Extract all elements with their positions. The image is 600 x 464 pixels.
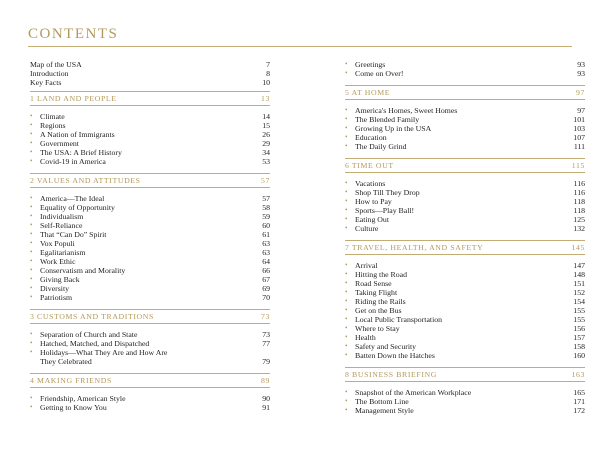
toc-page-number: 26 [262, 130, 270, 139]
toc-entry[interactable] [30, 203, 270, 212]
toc-page-number: 93 [577, 69, 585, 78]
toc-entry[interactable] [30, 339, 270, 348]
toc-entry-title: • America's Homes, Sweet Homes [355, 106, 457, 115]
toc-entry[interactable] [345, 106, 585, 115]
toc-page-number: 118 [573, 197, 585, 206]
toc-page-number: 116 [573, 179, 585, 188]
toc-page-number: 73 [261, 312, 270, 321]
toc-page-number: 118 [573, 206, 585, 215]
toc-left-column [30, 60, 270, 412]
toc-entry-title: • America—The Ideal [40, 194, 104, 203]
toc-front-entry[interactable] [30, 60, 270, 69]
toc-entry-title: • Riding the Rails [355, 297, 406, 306]
toc-page-number: 147 [573, 261, 585, 270]
toc-page-number: 156 [573, 324, 585, 333]
toc-page-number: 8 [266, 69, 270, 78]
toc-entry[interactable] [30, 293, 270, 302]
toc-entry-title: • Giving Back [40, 275, 80, 284]
toc-entry-title: • The USA: A Brief History [40, 148, 122, 157]
toc-entry-title: • Shop Till They Drop [355, 188, 420, 197]
toc-entry-title: • That “Can Do” Spirit [40, 230, 106, 239]
toc-page-number: 77 [262, 339, 270, 348]
toc-entry[interactable] [30, 394, 270, 403]
toc-front-entry[interactable] [30, 78, 270, 87]
toc-entry[interactable] [345, 69, 585, 78]
toc-page-number: 53 [262, 157, 270, 166]
toc-entry-title: 7 TRAVEL, HEALTH, AND SAFETY [345, 243, 484, 252]
toc-page-number: 57 [262, 194, 270, 203]
toc-entry-title: • A Nation of Immigrants [40, 130, 115, 139]
toc-entry-title: 5 AT HOME [345, 88, 391, 97]
toc-entry[interactable] [30, 194, 270, 203]
toc-entry[interactable] [30, 330, 270, 339]
toc-entry[interactable] [30, 403, 270, 412]
toc-entry[interactable] [345, 333, 585, 342]
toc-page-number: 59 [262, 212, 270, 221]
toc-entry[interactable] [345, 115, 585, 124]
toc-entry-title: • Health [355, 333, 376, 342]
toc-entry[interactable] [30, 148, 270, 157]
toc-entry[interactable] [345, 288, 585, 297]
toc-page-number: 67 [262, 275, 270, 284]
toc-entry-title: • Eating Out [355, 215, 389, 224]
toc-page-number: 152 [573, 288, 585, 297]
toc-page-number: 116 [573, 188, 585, 197]
toc-section-heading[interactable] [345, 85, 585, 100]
toc-entry-title: • Egalitarianism [40, 248, 85, 257]
toc-entry-title: • Vox Populi [40, 239, 75, 248]
toc-page-number: 66 [262, 266, 270, 275]
toc-entry[interactable] [345, 142, 585, 151]
toc-page-number: 155 [573, 315, 585, 324]
toc-page-number: 93 [577, 60, 585, 69]
toc-entry[interactable] [30, 239, 270, 248]
toc-page-number: 29 [262, 139, 270, 148]
toc-entry[interactable] [345, 224, 585, 233]
toc-entry-title: • Government [40, 139, 79, 148]
toc-entry[interactable] [345, 315, 585, 324]
toc-page-number: 90 [262, 394, 270, 403]
toc-page-number: 69 [262, 284, 270, 293]
toc-page-number: 70 [262, 293, 270, 302]
toc-entry-title: 1 LAND AND PEOPLE [30, 94, 117, 103]
toc-entry[interactable] [345, 215, 585, 224]
toc-page-number: 14 [262, 112, 270, 121]
toc-entry-title: Introduction [30, 69, 69, 78]
toc-entry-title: • How to Pay [355, 197, 392, 206]
toc-entry-title: • Vacations [355, 179, 385, 188]
toc-entry-title: • The Bottom Line [355, 397, 409, 406]
toc-entry-title: • Arrival [355, 261, 378, 270]
toc-page-number: 171 [573, 397, 585, 406]
toc-entry-title: • Road Sense [355, 279, 392, 288]
toc-page-number: 111 [573, 142, 585, 151]
toc-page-number: 79 [262, 357, 270, 366]
toc-section-heading[interactable] [30, 309, 270, 324]
toc-entry-title: • Education [355, 133, 387, 142]
toc-entry[interactable] [30, 266, 270, 275]
toc-page-number: 10 [262, 78, 270, 87]
toc-page-number: 64 [262, 257, 270, 266]
toc-section-heading[interactable] [345, 367, 585, 382]
toc-entry[interactable] [30, 348, 270, 366]
toc-page-number: 60 [262, 221, 270, 230]
toc-entry-title: 6 TIME OUT [345, 161, 394, 170]
toc-entry-title: 2 VALUES AND ATTITUDES [30, 176, 141, 185]
toc-page-number: 172 [573, 406, 585, 415]
toc-entry[interactable] [345, 188, 585, 197]
toc-page-number: 165 [573, 388, 585, 397]
toc-entry[interactable] [30, 112, 270, 121]
toc-entry-title: • Management Style [355, 406, 414, 415]
toc-entry[interactable] [345, 351, 585, 360]
toc-entry-title: Map of the USA [30, 60, 82, 69]
toc-entry-title: • Where to Stay [355, 324, 400, 333]
toc-entry[interactable] [345, 397, 585, 406]
toc-entry-title: • Culture [355, 224, 378, 233]
toc-page-number: 151 [573, 279, 585, 288]
toc-entry-title: • Greetings [355, 60, 385, 69]
toc-entry[interactable] [30, 212, 270, 221]
toc-entry-title: Key Facts [30, 78, 62, 87]
toc-entry[interactable] [30, 130, 270, 139]
toc-page-number: 148 [573, 270, 585, 279]
toc-entry[interactable] [30, 248, 270, 257]
toc-front-entry[interactable] [30, 69, 270, 78]
toc-entry-title: • Conservatism and Morality [40, 266, 125, 275]
toc-page-number: 7 [266, 60, 270, 69]
toc-entry[interactable] [345, 324, 585, 333]
toc-page-number: 34 [262, 148, 270, 157]
toc-page-number: 63 [262, 239, 270, 248]
toc-entry-title: • Get on the Bus [355, 306, 402, 315]
toc-section-heading[interactable] [345, 158, 585, 173]
toc-right-column [345, 60, 585, 415]
toc-entry[interactable] [345, 306, 585, 315]
toc-entry[interactable] [30, 230, 270, 239]
toc-entry-title: • Hitting the Road [355, 270, 407, 279]
toc-entry-title: • Local Public Transportation [355, 315, 442, 324]
toc-entry-title: • Patriotism [40, 293, 72, 302]
toc-page-number: 61 [262, 230, 270, 239]
toc-entry[interactable] [345, 124, 585, 133]
toc-entry-title: • Climate [40, 112, 65, 121]
toc-page-number: 160 [573, 351, 585, 360]
toc-entry-title: • Hatched, Matched, and Dispatched [40, 339, 149, 348]
toc-entry-title: • Individualism [40, 212, 83, 221]
toc-page-number: 15 [262, 121, 270, 130]
page-title: CONTENTS [28, 26, 119, 42]
toc-entry[interactable] [345, 388, 585, 397]
toc-entry[interactable] [30, 257, 270, 266]
toc-entry-title: • Batten Down the Hatches [355, 351, 435, 360]
toc-page-number: 154 [573, 297, 585, 306]
toc-page-number: 13 [261, 94, 270, 103]
toc-section-heading[interactable] [30, 173, 270, 188]
toc-page-number: 103 [573, 124, 585, 133]
toc-entry[interactable] [30, 275, 270, 284]
toc-page-number: 97 [576, 88, 585, 97]
toc-section-heading[interactable] [30, 91, 270, 106]
toc-entry-title: • Snapshot of the American Workplace [355, 388, 471, 397]
toc-page-number: 125 [573, 215, 585, 224]
title-rule [28, 46, 572, 47]
toc-entry-title: • Covid-19 in America [40, 157, 106, 166]
toc-entry[interactable] [345, 270, 585, 279]
toc-section-heading[interactable] [30, 373, 270, 388]
toc-entry[interactable] [30, 121, 270, 130]
toc-entry-title: 8 BUSINESS BRIEFING [345, 370, 437, 379]
toc-page-number: 89 [261, 376, 270, 385]
toc-page-number: 91 [262, 403, 270, 412]
toc-entry-title: • Self-Reliance [40, 221, 82, 230]
toc-page-number: 101 [573, 115, 585, 124]
toc-entry[interactable] [30, 284, 270, 293]
toc-entry-title: • Growing Up in the USA [355, 124, 431, 133]
toc-entry-title: • Equality of Opportunity [40, 203, 115, 212]
toc-entry[interactable] [30, 221, 270, 230]
toc-page-number: 132 [573, 224, 585, 233]
toc-entry-title: • Taking Flight [355, 288, 397, 297]
toc-entry[interactable] [345, 261, 585, 270]
toc-page-number: 145 [571, 243, 585, 252]
toc-page-number: 57 [261, 176, 270, 185]
toc-section-heading[interactable] [345, 240, 585, 255]
toc-entry[interactable] [345, 279, 585, 288]
toc-entry[interactable] [345, 60, 585, 69]
toc-entry[interactable] [345, 133, 585, 142]
toc-page-number: 97 [577, 106, 585, 115]
toc-entry[interactable] [345, 206, 585, 215]
toc-entry-title: • Separation of Church and State [40, 330, 137, 339]
toc-entry[interactable] [345, 197, 585, 206]
toc-page-number: 63 [262, 248, 270, 257]
toc-page-number: 58 [262, 203, 270, 212]
toc-entry[interactable] [30, 139, 270, 148]
toc-page-number: 73 [262, 330, 270, 339]
toc-entry-title: • Diversity [40, 284, 69, 293]
toc-entry[interactable] [345, 179, 585, 188]
toc-page-number: 115 [571, 161, 585, 170]
toc-entry-title: • Getting to Know You [40, 403, 107, 412]
toc-entry-title: • Sports—Play Ball! [355, 206, 414, 215]
toc-page-number: 155 [573, 306, 585, 315]
toc-entry-title: • Regions [40, 121, 66, 130]
toc-entry-title: • Safety and Security [355, 342, 416, 351]
toc-entry-title: • Holidays—What They Are and How Are They Celebrated [40, 348, 167, 366]
toc-entry-title: • Work Ethic [40, 257, 76, 266]
toc-entry-title: • Friendship, American Style [40, 394, 126, 403]
toc-entry-title: • The Blended Family [355, 115, 419, 124]
toc-page-number: 163 [571, 370, 585, 379]
toc-entry-title: • The Daily Grind [355, 142, 407, 151]
toc-entry[interactable] [345, 297, 585, 306]
toc-entry[interactable] [345, 406, 585, 415]
toc-entry-title: 4 MAKING FRIENDS [30, 376, 112, 385]
toc-page-number: 107 [573, 133, 585, 142]
toc-entry-title: 3 CUSTOMS AND TRADITIONS [30, 312, 154, 321]
toc-entry[interactable] [30, 157, 270, 166]
toc-entry-title: • Come on Over! [355, 69, 404, 78]
toc-page-number: 157 [573, 333, 585, 342]
toc-page-number: 158 [573, 342, 585, 351]
toc-entry[interactable] [345, 342, 585, 351]
